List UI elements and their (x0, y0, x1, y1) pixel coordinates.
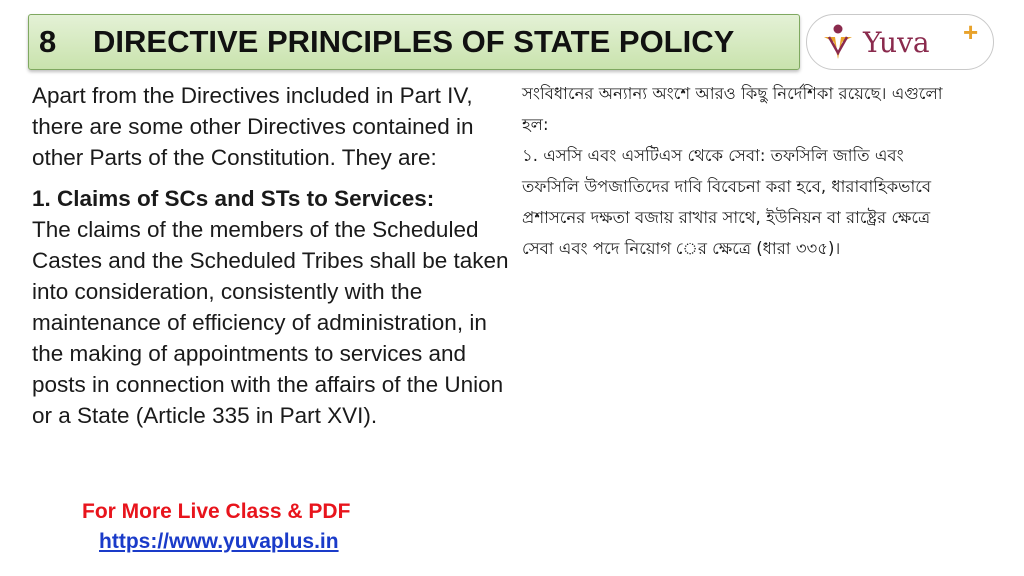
website-link[interactable]: https://www.yuvaplus.in (99, 530, 339, 553)
yuva-plus-logo[interactable] (806, 14, 994, 70)
bengali-intro: সংবিধানের অন্যান্য অংশে আরও কিছু নির্দেশিকা রয়েছে। এগুলো হল: (522, 84, 943, 134)
english-point-body: The claims of the members of the Scheduled Castes and the Scheduled Tribes shall be taken into consideration, consistently with the maintenance of efficiency of administration, in the making of appointments to services and posts in connection with the affairs of the Union or a State (Article 335 in Part XVI). (32, 217, 509, 428)
bengali-point: ১. এসসি এবং এসটিএস থেকে সেবা: তফসিলি জাতি এবং তফসিলি উপজাতিদের দাবি বিবেচনা করা হবে, ধারাবাহিকভাবে প্রশাসনের দক্ষতা বজায় রাখার সাথে, ইউনিয়ন বা রাষ্ট্রের ক্ষেত্রে সেবা এবং পদে নিয়োগ ের ক্ষেত্রে (ধারা ৩৩৫)। (522, 146, 932, 258)
logo-text: Yuva (863, 25, 930, 59)
slide-title-box (28, 14, 800, 70)
slide-number: 8 (39, 24, 57, 59)
slide-title: DIRECTIVE PRINCIPLES OF STATE POLICY (93, 24, 735, 59)
logo-plus-icon: + (963, 17, 979, 47)
promo-text: For More Live Class & PDF (82, 500, 351, 523)
english-content (32, 80, 512, 431)
english-intro: Apart from the Directives included in Part IV, there are some other Directives contained in other Parts of the Constitution. They are: (32, 83, 474, 170)
english-point-heading: 1. Claims of SCs and STs to Services: (32, 186, 435, 211)
bengali-content (522, 78, 962, 264)
logo-pen-icon (821, 23, 855, 61)
